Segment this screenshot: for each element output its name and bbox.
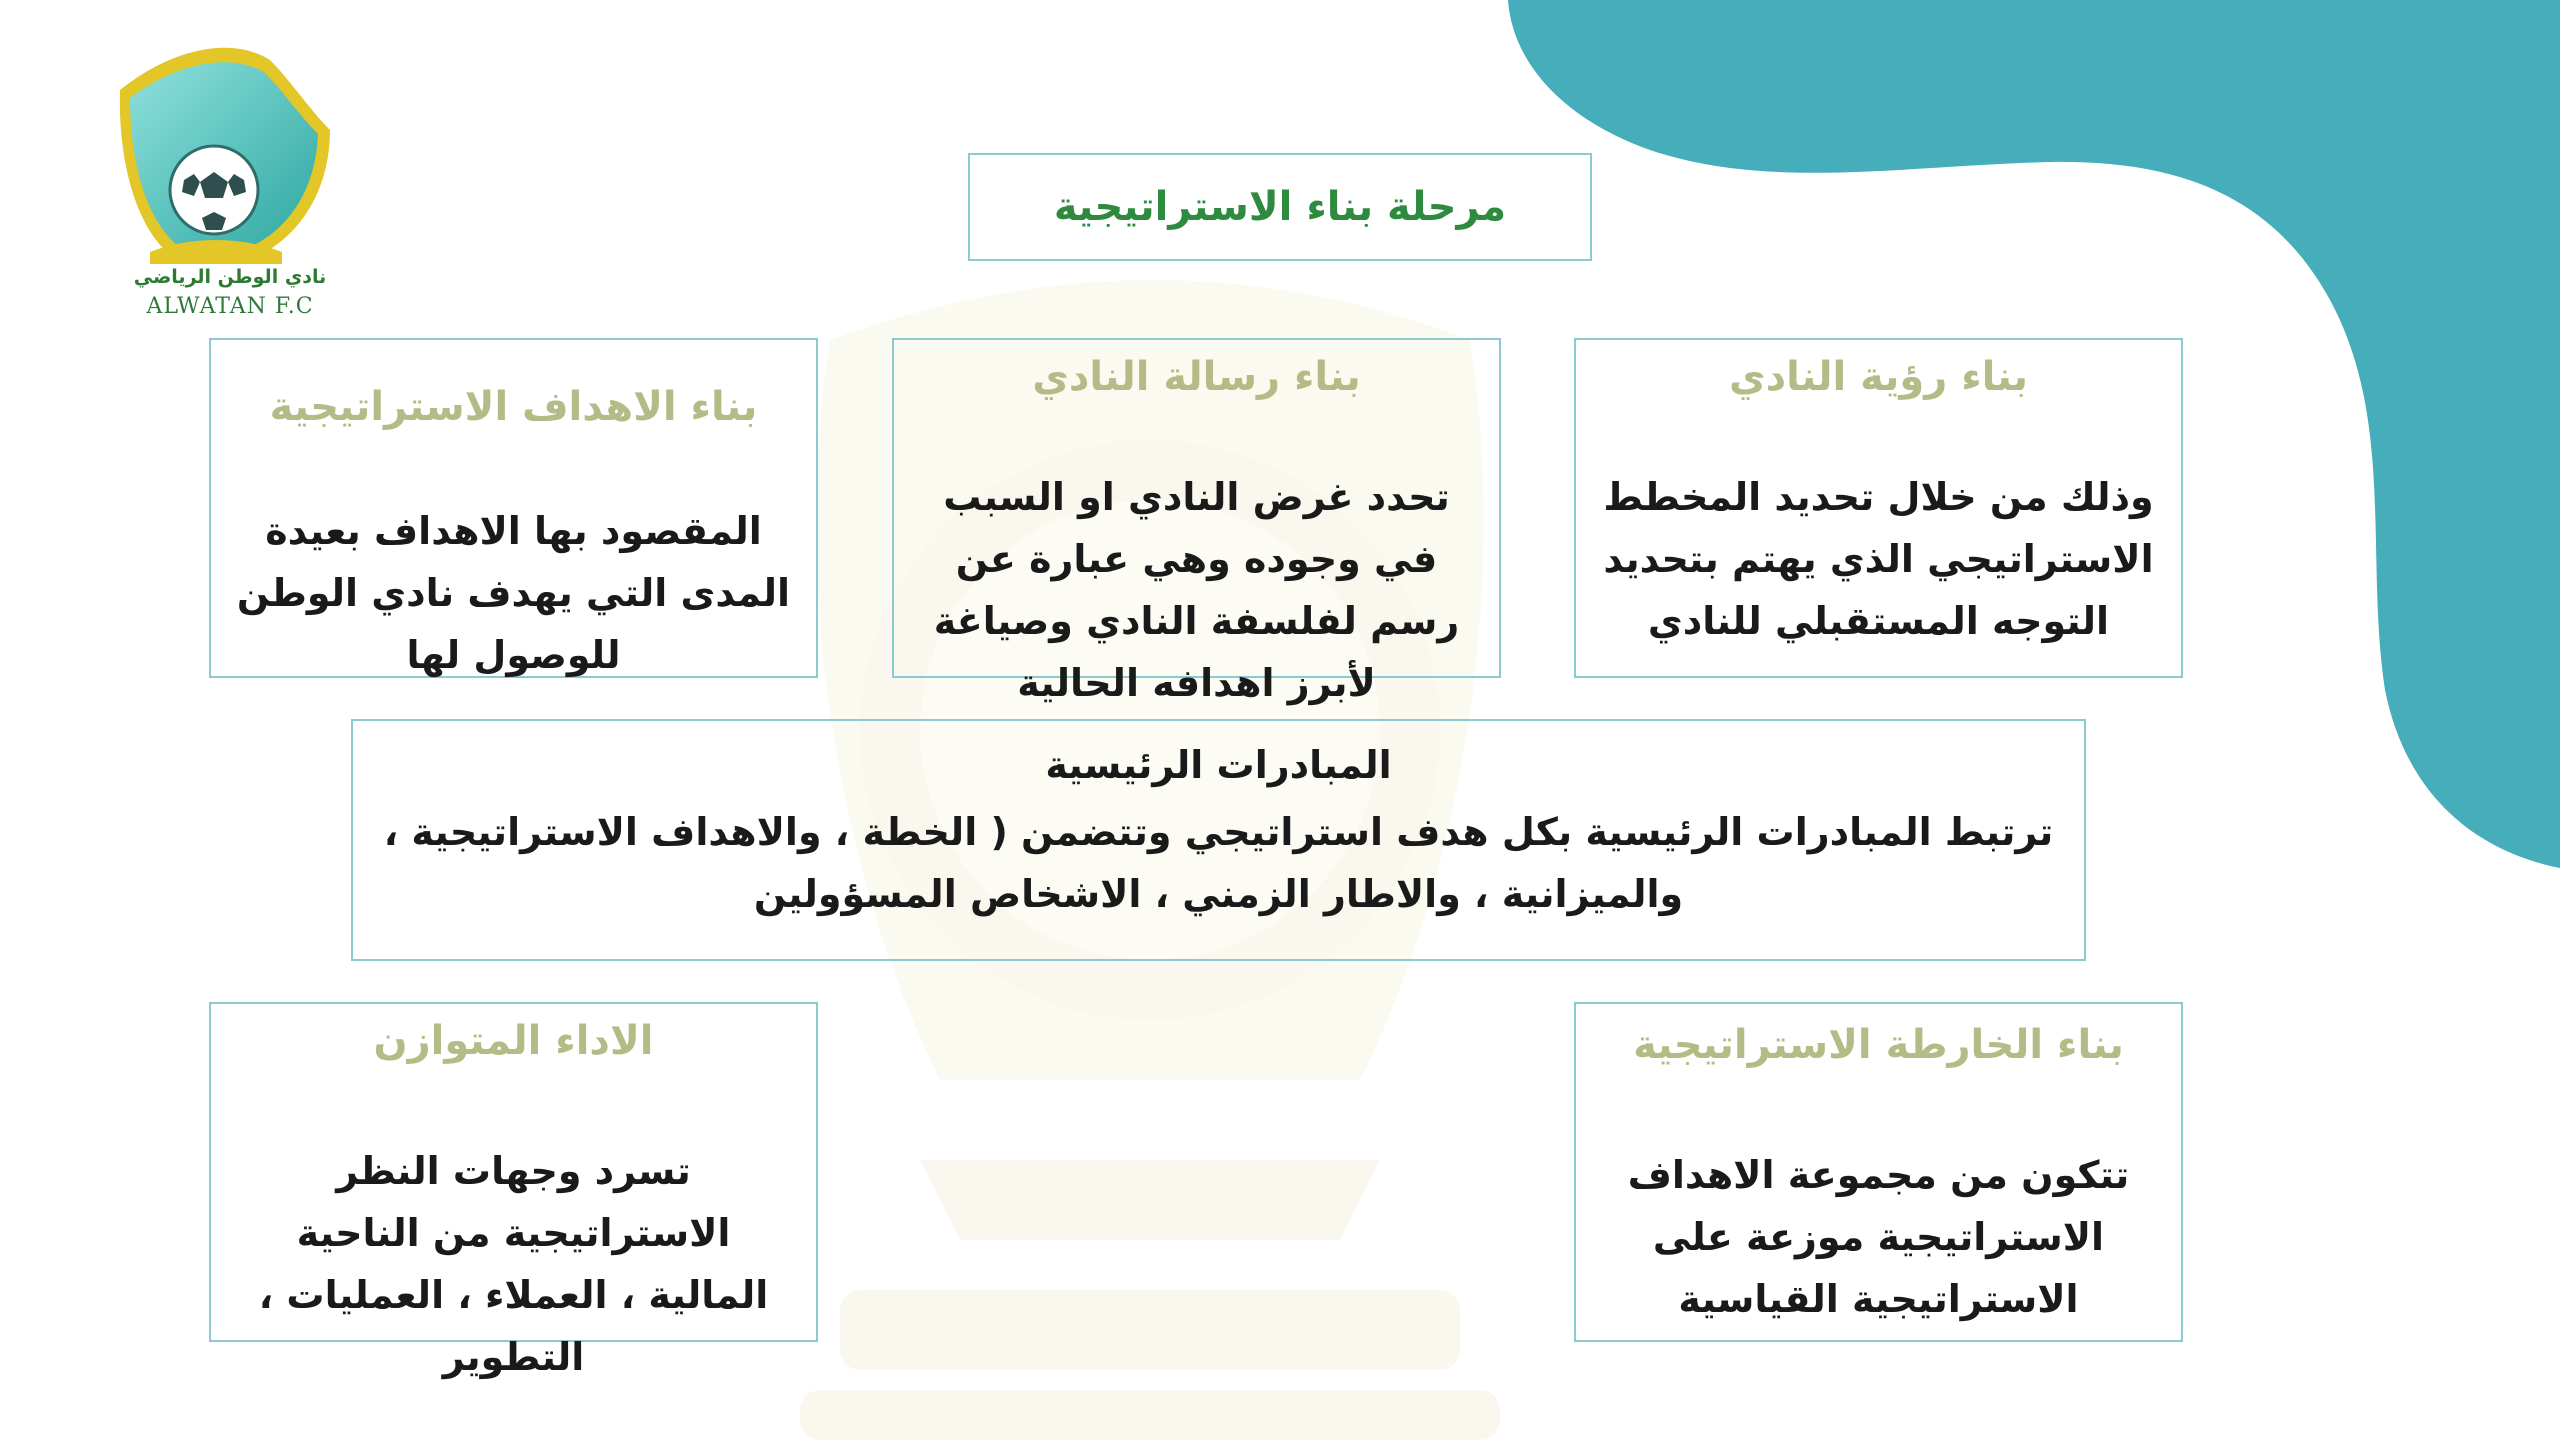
balanced-card (209, 1002, 818, 1379)
strategy-map-card (1574, 1002, 2183, 1342)
club-name-english: ALWATAN F.C (146, 294, 314, 319)
vision-card (1574, 338, 2183, 678)
vision-text: وذلك من خلال تحديد المخطط الاستراتيجي الذي يهتم بتحديد التوجه المستقبلي للنادي (1603, 475, 2154, 643)
initiatives-heading: المبادرات الرئيسية (1045, 743, 1392, 787)
goals-card (209, 338, 818, 678)
club-crest-icon (110, 40, 350, 270)
strategy-map-text: تتكون من مجموعة الاهداف الاستراتيجية موزعة على الاستراتيجية القياسية (1627, 1153, 2130, 1321)
club-logo (110, 40, 350, 330)
slide-title: مرحلة بناء الاستراتيجية (1053, 184, 1507, 230)
initiatives-text: ترتبط المبادرات الرئيسية بكل هدف استراتيجي وتتضمن ( الخطة ، والاهداف الاستراتيجية ، والميزانية ، والاطار الزمني ، الاشخاص المسؤولين (383, 810, 2054, 916)
balanced-heading: الاداء المتوازن (373, 1018, 654, 1064)
balanced-text: تسرد وجهات النظر الاستراتيجية من الناحية المالية ، العملاء ، العمليات ، التطوير (258, 1149, 769, 1379)
club-name-arabic: نادي الوطن الرياضي (133, 266, 327, 288)
slide-title-box (968, 153, 1592, 261)
vision-heading: بناء رؤية النادي (1728, 354, 2029, 400)
mission-text: تحدد غرض النادي او السبب في وجوده وهي عبارة عن رسم لفلسفة النادي وصياغة لأبرز اهدافه الحالية (933, 475, 1460, 705)
mission-heading: بناء رسالة النادي (1032, 354, 1361, 400)
strategy-map-heading: بناء الخارطة الاستراتيجية (1633, 1022, 2124, 1068)
goals-text: المقصود بها الاهداف بعيدة المدى التي يهدف نادي الوطن للوصول لها (236, 509, 791, 677)
mission-card (892, 338, 1501, 705)
goals-heading: بناء الاهداف الاستراتيجية (269, 384, 758, 430)
initiatives-card (351, 719, 2086, 961)
